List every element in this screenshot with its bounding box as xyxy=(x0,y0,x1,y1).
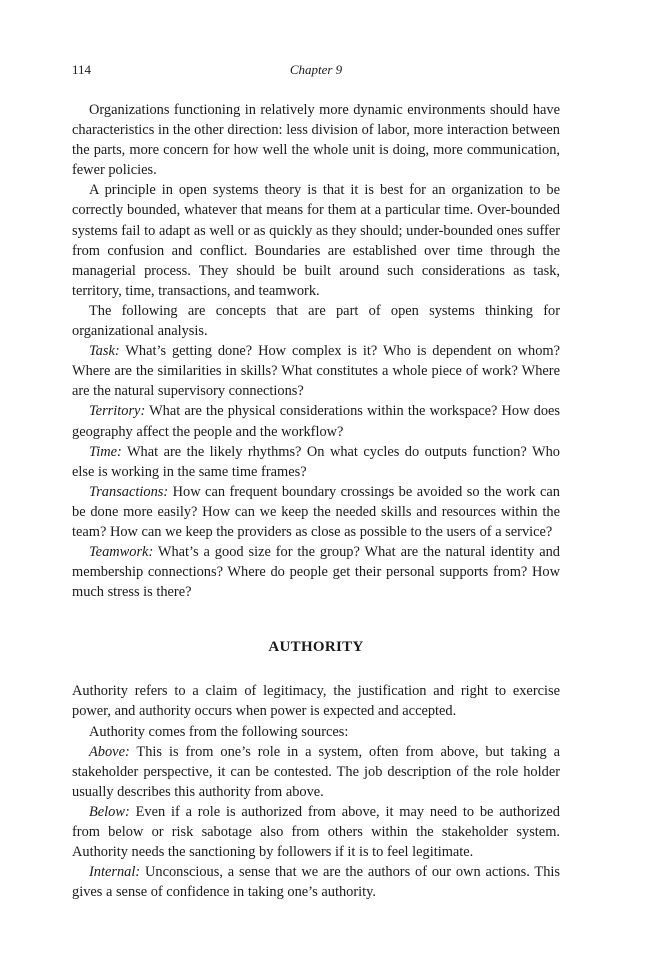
source-item-above xyxy=(72,742,560,802)
paragraph: Authority comes from the following sources: xyxy=(89,723,349,740)
concept-item-transactions xyxy=(72,482,560,542)
chapter-title: Chapter 9 xyxy=(289,62,343,77)
concept-term: Transactions: xyxy=(89,483,169,500)
source-text: Unconscious, a sense that we are the authors of our own actions. This gives a sense of confidence in taking one’s authority. xyxy=(72,864,560,901)
concept-item-territory xyxy=(72,401,560,441)
section-heading-authority: AUTHORITY xyxy=(268,639,364,656)
source-item-below xyxy=(72,802,560,862)
concept-item-teamwork xyxy=(72,542,560,602)
running-head xyxy=(72,62,560,84)
source-term: Above: xyxy=(89,743,130,760)
source-item-internal xyxy=(72,862,560,902)
section-authority xyxy=(72,681,560,902)
source-term: Below: xyxy=(89,803,130,820)
paragraph: Organizations functioning in relatively more dynamic environments should have characteristics in the other direction: less division of labor, more interaction between the parts, more concern for how well the whole unit is doing, more communication, fewer policies. xyxy=(72,102,560,179)
paragraph: Authority refers to a claim of legitimacy, the justification and right to exercise power, and authority occurs when power is expected and accepted. xyxy=(72,683,560,720)
source-term: Internal: xyxy=(89,864,141,881)
paragraph: The following are concepts that are part of open systems thinking for organizational analysis. xyxy=(72,302,560,340)
concept-text: What are the likely rhythms? On what cycles do outputs function? Who else is working in the same time frames? xyxy=(72,443,560,480)
section-open-systems xyxy=(72,100,560,602)
concept-term: Territory: xyxy=(89,403,146,420)
concept-text: What’s a good size for the group? What are the natural identity and membership connections? Where do people get their personal supports from? How much stress is there? xyxy=(72,544,560,601)
concept-text: What are the physical considerations within the workspace? How does geography affect the people and the workflow? xyxy=(72,403,560,440)
concept-term: Teamwork: xyxy=(89,544,154,561)
page-number: 114 xyxy=(72,62,92,77)
source-text: Even if a role is authorized from above, it may need to be authorized from below or risk sabotage also from others within the stakeholder system. Authority needs the sanctioning by followers if it is to feel legitimate. xyxy=(72,803,560,861)
concept-text: How can frequent boundary crossings be avoided so the work can be done more easily? How can we keep the needed skills and resources within the team? How can we keep the providers as close as possible to the users of a service? xyxy=(72,483,560,540)
concept-item-time xyxy=(72,442,560,482)
concept-item-task xyxy=(72,341,560,401)
concept-term: Time: xyxy=(89,443,122,460)
paragraph: A principle in open systems theory is that it is best for an organization to be correctly bounded, whatever that means for them at a particular time. Over-bounded systems fail to adapt as well or as quickly as they should; under-bounded ones suffer from confusion and conflict. Boundaries are established over time through the managerial process. They should be built around such considerations as task, territory, time, transactions, and teamwork. xyxy=(72,182,560,299)
concept-term: Task: xyxy=(89,343,120,360)
book-page xyxy=(72,62,560,902)
concept-text: What’s getting done? How complex is it? Who is dependent on whom? Where are the similarities in skills? What constitutes a whole piece of work? Where are the natural supervisory connections? xyxy=(72,343,560,400)
source-text: This is from one’s role in a system, often from above, but taking a stakeholder perspective, it can be contested. The job description of the role holder usually describes this authority from above. xyxy=(72,743,560,800)
